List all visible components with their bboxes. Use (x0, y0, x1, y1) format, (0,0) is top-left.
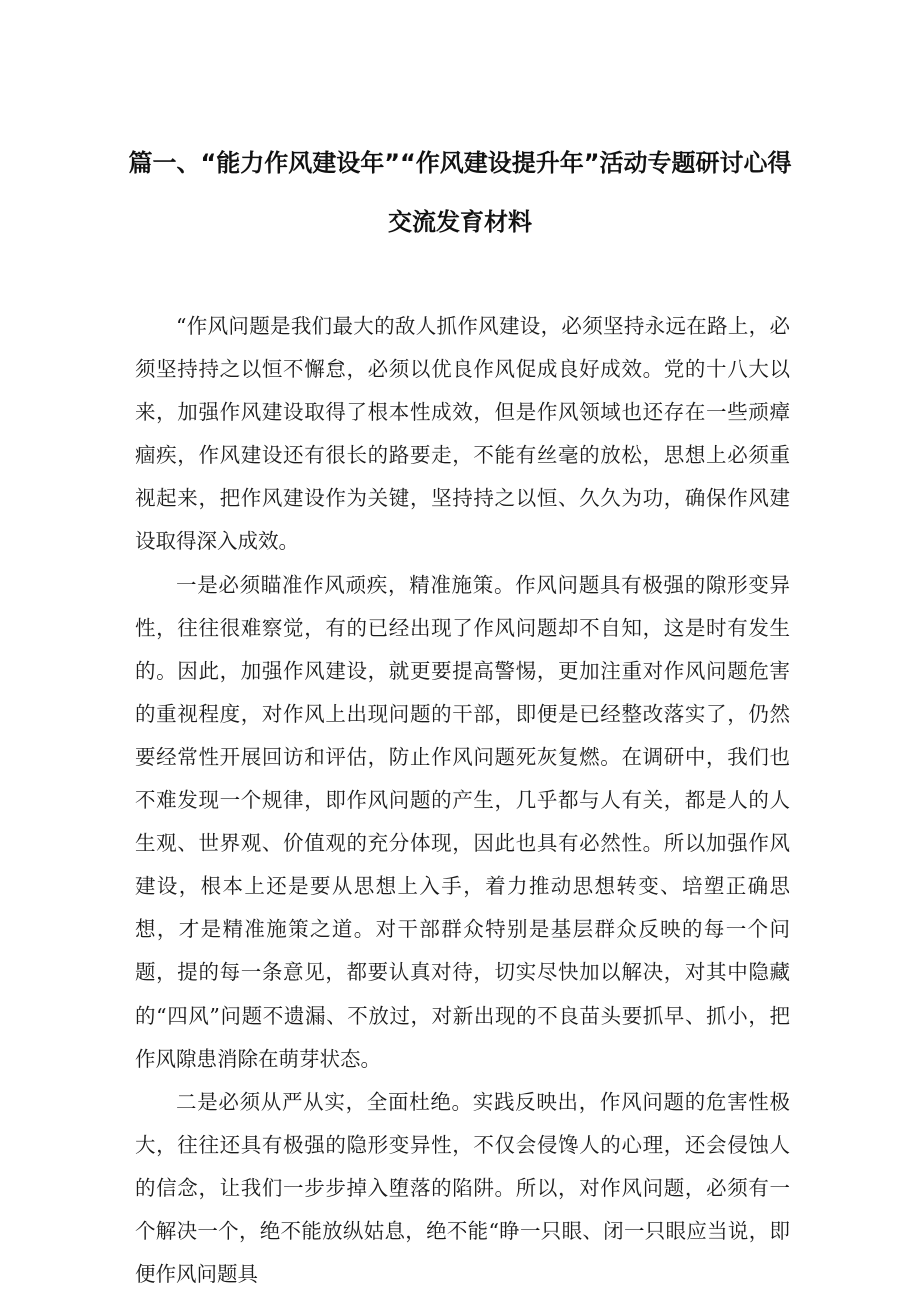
paragraph-intro: “作风问题是我们最大的敌人抓作风建设，必须坚持永远在路上，必须坚持持之以恒不懈怠，必须以优良作风促成良好成效。党的十八大以来，加强作风建设取得了根本性成效，但是作风领域也还存在一些顽瘴痼疾，作风建设还有很长的路要走，不能有丝毫的放松，思想上必须重视起来，把作风建设作为关键，坚持持之以恒、久久为功，确保作风建设取得深入成效。 (135, 314, 790, 554)
paragraph-point-two: 二是必须从严从实，全面杜绝。实践反映出，作风问题的危害性极大，往往还具有极强的隐形变异性，不仅会侵馋人的心理，还会侵蚀人的信念，让我们一步步掉入堕落的陷阱。所以，对作风问题，必须有一个解决一个，绝不能放纵姑息，绝不能“睁一只眼、闭一只眼应当说，即便作风问题具 (135, 1089, 790, 1287)
document-title-line-2: 交流发育材料 (388, 208, 532, 236)
document-body (135, 305, 790, 1296)
document-title-line-1: 篇一、“能力作风建设年”“作风建设提升年”活动专题研讨心得 (128, 149, 792, 177)
paragraph-point-one: 一是必须瞄准作风顽疾，精准施策。作风问题具有极强的隙形变异性，往往很难察觉，有的已经出现了作风问题却不自知，这是时有发生的。因此，加强作风建设，就更要提高警惕，更加注重对作风问题危害的重视程度，对作风上出现问题的干部，即便是已经整改落实了，仍然要经常性开展回访和评估，防止作风问题死灰复燃。在调研中，我们也不难发现一个规律，即作风问题的产生，几乎都与人有关，都是人的人生观、世界观、价值观的充分体现，因此也具有必然性。所以加强作风建设，根本上还是要从思想上入手，着力推动思想转变、培塑正确思想，才是精准施策之道。对干部群众特别是基层群众反映的每一个问题，提的每一条意见，都要认真对待，切实尽快加以解决，对其中隐藏的“四风”问题不遗漏、不放过，对新出现的不良苗头要抓早、抓小，把作风隙患消除在萌芽状态。 (135, 572, 790, 1071)
